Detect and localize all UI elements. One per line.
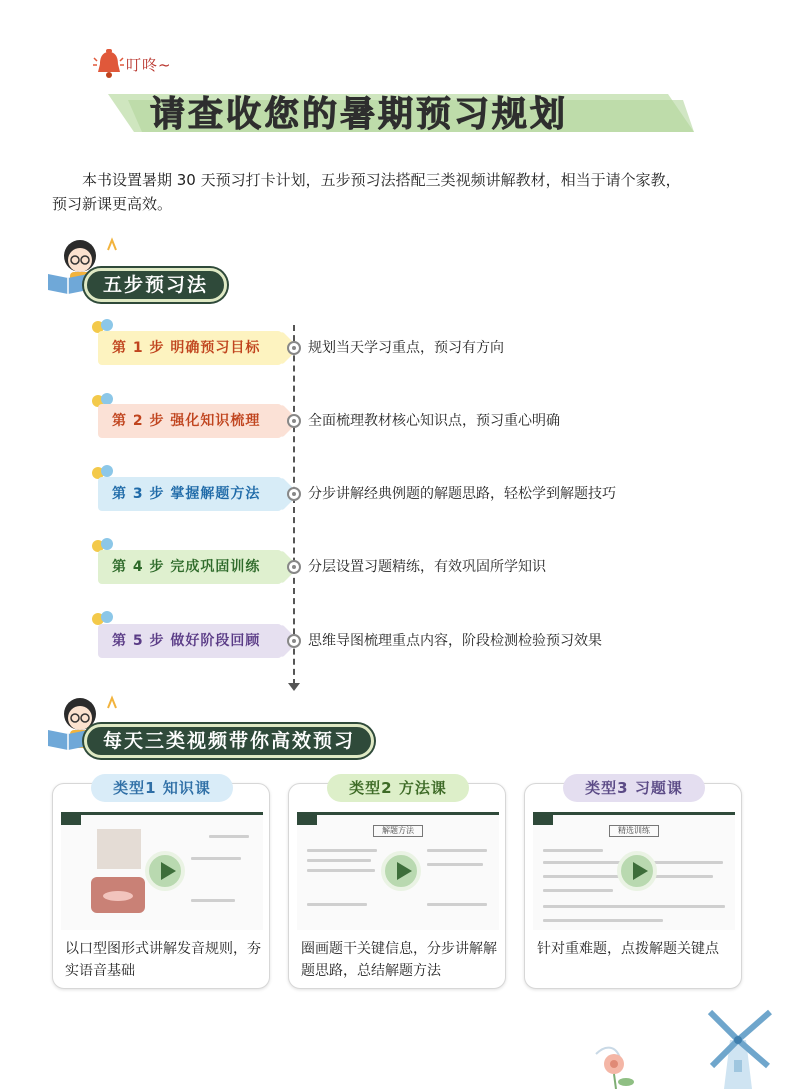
video-preview	[533, 812, 735, 930]
timeline-line	[293, 325, 295, 685]
step-2-node	[287, 414, 301, 428]
video-card-tab: 类型3 习题课	[563, 774, 705, 802]
step-2-label: 第 2 步 强化知识梳理	[98, 404, 282, 438]
intro-line-1: 本书设置暑期 30 天预习打卡计划，五步预习法搭配三类视频讲解教材，相当于请个家教，	[82, 171, 681, 189]
video-card-description: 针对重难题，点拨解题关键点	[537, 941, 719, 957]
preview-badge	[533, 815, 553, 825]
step-5-label: 第 5 步 做好阶段回顾	[98, 624, 282, 658]
step-3-label: 第 3 步 掌握解题方法	[98, 477, 282, 511]
step-1-description: 规划当天学习重点，预习有方向	[308, 340, 504, 356]
video-card-tab: 类型1 知识课	[91, 774, 233, 802]
video-card-method	[288, 779, 506, 989]
step-4-description: 分层设置习题精练，有效巩固所学知识	[308, 559, 546, 575]
bell-text: 叮咚~	[126, 56, 172, 74]
video-preview	[61, 812, 263, 930]
video-card-tab: 类型2 方法课	[327, 774, 469, 802]
intro-paragraph	[52, 168, 762, 216]
windmill-decoration-icon	[690, 1000, 786, 1089]
step-1-node	[287, 341, 301, 355]
step-2-description: 全面梳理教材核心知识点，预习重心明确	[308, 413, 560, 429]
bell-icon	[92, 48, 126, 82]
preview-section-title: 解题方法	[373, 825, 423, 837]
step-5-node	[287, 634, 301, 648]
step-3-description: 分步讲解经典例题的解题思路，轻松学到解题技巧	[308, 486, 616, 502]
video-card-description: 以口型图形式讲解发音规则，夯实语音基础	[65, 941, 261, 979]
video-card-knowledge	[52, 779, 270, 989]
play-button[interactable]	[617, 851, 657, 891]
step-3-node	[287, 487, 301, 501]
video-card-exercise	[524, 779, 742, 989]
section-title-three-videos: 每天三类视频带你高效预习	[84, 724, 374, 758]
page-title: 请查收您的暑期预习规划	[150, 95, 569, 135]
play-button[interactable]	[145, 851, 185, 891]
step-4-node	[287, 560, 301, 574]
play-button[interactable]	[381, 851, 421, 891]
video-preview	[297, 812, 499, 930]
step-5-description: 思维导图梳理重点内容，阶段检测检验预习效果	[308, 633, 602, 649]
intro-line-2: 预习新课更高效。	[52, 195, 173, 213]
preview-badge	[297, 815, 317, 825]
video-card-description: 圈画题干关键信息，分步讲解解题思路，总结解题方法	[301, 941, 497, 979]
portrait-image	[97, 829, 141, 869]
preview-section-title: 精选训练	[609, 825, 659, 837]
preview-badge	[61, 815, 81, 825]
flower-decoration-icon	[586, 1024, 676, 1089]
step-4-label: 第 4 步 完成巩固训练	[98, 550, 282, 584]
timeline-arrow-icon	[288, 683, 300, 691]
mouth-shape-image	[91, 877, 145, 913]
section-title-five-steps: 五步预习法	[84, 268, 227, 302]
step-1-label: 第 1 步 明确预习目标	[98, 331, 282, 365]
